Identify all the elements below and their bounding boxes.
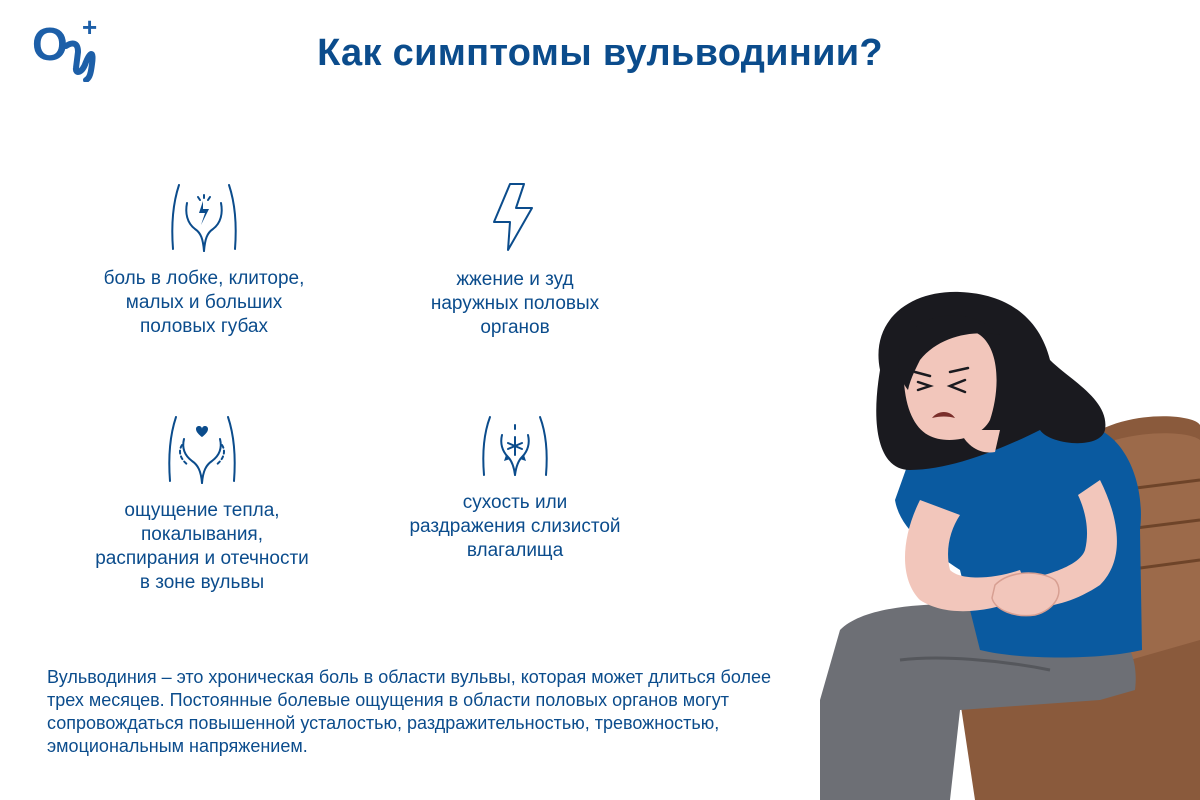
pelvis-lightning-icon: [169, 183, 239, 253]
symptom-burning-label: жжение и зуд наружных половых органов: [430, 269, 600, 338]
symptom-pain-label: боль в лобке, клиторе, малых и больших половых губах: [103, 268, 305, 337]
symptom-swelling-label: ощущение тепла, покалывания, распирания и отечности в зоне вульвы: [95, 500, 309, 593]
pelvis-dryness-icon: [480, 415, 550, 477]
logo-plus: +: [82, 12, 98, 42]
logo-letter: О: [32, 18, 68, 70]
symptom-dryness-label: сухость или раздражения слизистой влагалища: [409, 492, 621, 561]
lightning-icon: [480, 180, 550, 254]
description-paragraph: Вульводиния – это хроническая боль в области вульвы, которая может длиться более трех месяцев. Постоянные болевые ощущения в области половых органов могут сопровождаться повышенной усталостью, раздражительностью, тревожностью, эмоциональным напряжением.: [47, 667, 771, 756]
symptom-dryness: [385, 415, 645, 563]
pelvis-swelling-icon: [166, 415, 238, 485]
symptom-swelling: [72, 415, 332, 595]
woman-stomach-pain-illustration: [800, 280, 1200, 800]
hands: [992, 573, 1059, 616]
page-title: Как симптомы вульводинии?: [317, 32, 883, 74]
symptom-pain: [74, 183, 334, 339]
symptom-burning: [385, 180, 645, 340]
